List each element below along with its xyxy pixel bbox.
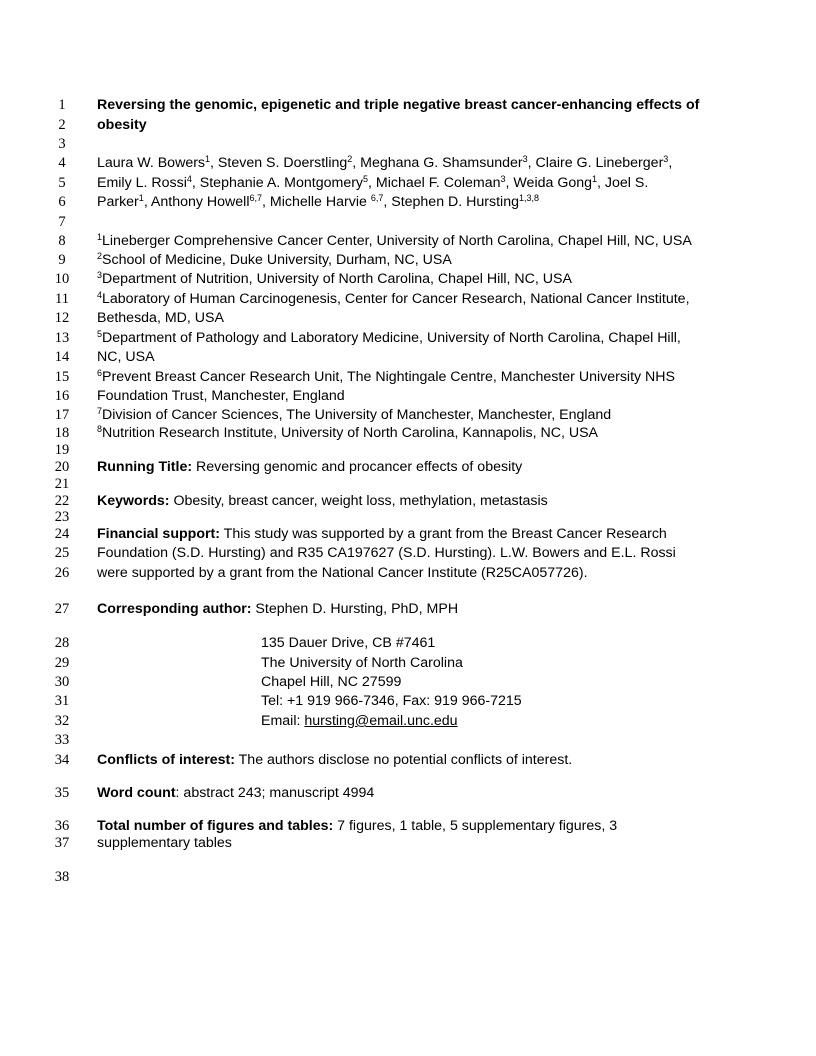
line-number: 4 <box>58 155 66 171</box>
author-line-1: Laura W. Bowers$^1$, Steven S. Doerstling$^2$, Meghana G. Shamsunder$^3$, Claire G. Lineberger$^3$, <box>97 154 673 171</box>
line-number: 24 <box>54 526 70 542</box>
address-line-3: Chapel Hill, NC 27599 <box>261 674 402 690</box>
address-line-2: The University of North Carolina <box>261 655 463 671</box>
line-number: 23 <box>54 509 70 525</box>
affiliation-7: $^7$Division of Cancer Sciences, The University of Manchester, Manchester, England <box>97 406 612 423</box>
line-number: 21 <box>54 476 70 492</box>
affiliation-3: $^3$Department of Nutrition, University of North Carolina, Chapel Hill, NC, USA <box>97 270 572 287</box>
line-number: 38 <box>54 869 70 885</box>
line-number: 15 <box>54 369 70 385</box>
affiliation-5-cont: NC, USA <box>97 349 155 365</box>
affiliation-2: $^2$School of Medicine, Duke University, Durham, NC, USA <box>97 251 452 268</box>
line-number: 18 <box>54 425 70 441</box>
financial-support-line-1: Financial support: This study was supported by a grant from the Breast Cancer Research <box>97 526 667 542</box>
line-number: 19 <box>54 442 70 458</box>
line-number: 30 <box>54 674 70 690</box>
figures-tables-line-2: supplementary tables <box>97 835 232 851</box>
line-number: 11 <box>55 291 69 307</box>
line-number: 9 <box>58 252 66 268</box>
affiliation-5: $^5$Department of Pathology and Laboratory Medicine, University of North Carolina, Chapel Hill, <box>97 329 681 346</box>
line-number: 12 <box>54 310 70 326</box>
line-number: 1 <box>58 97 66 113</box>
affiliation-6-cont: Foundation Trust, Manchester, England <box>97 388 345 404</box>
line-number: 36 <box>54 818 70 834</box>
line-number: 14 <box>54 349 70 365</box>
author-line-3: Parker$^1$, Anthony Howell$^{6,7}$, Michelle Harvie $^{6,7}$, Stephen D. Hursting$^{1,3,8}$ <box>97 193 540 210</box>
line-number: 17 <box>54 407 70 423</box>
line-number: 32 <box>54 713 70 729</box>
email-link[interactable]: hursting@email.unc.edu <box>304 713 458 729</box>
line-number: 25 <box>54 545 70 561</box>
line-number: 8 <box>58 233 66 249</box>
line-number: 3 <box>58 136 66 152</box>
word-count: Word count: abstract 243; manuscript 4994 <box>97 785 375 801</box>
line-number: 35 <box>54 785 70 801</box>
line-number: 31 <box>54 693 70 709</box>
line-number: 2 <box>58 117 66 133</box>
running-title: Running Title: Reversing genomic and procancer effects of obesity <box>97 459 523 475</box>
affiliation-6: $^6$Prevent Breast Cancer Research Unit, The Nightingale Centre, Manchester University NHS <box>97 368 676 385</box>
line-number: 22 <box>54 493 70 509</box>
line-number: 27 <box>54 601 70 617</box>
line-number: 13 <box>54 330 70 346</box>
line-number: 28 <box>54 635 70 651</box>
line-number: 20 <box>54 459 70 475</box>
figures-tables-line-1: Total number of figures and tables: 7 figures, 1 table, 5 supplementary figures, 3 <box>97 818 618 834</box>
email-line: Email: hursting@email.unc.edu <box>261 713 458 729</box>
financial-support-line-3: were supported by a grant from the National Cancer Institute (R25CA057726). <box>97 565 588 581</box>
line-number: 29 <box>54 655 70 671</box>
affiliation-8: $^8$Nutrition Research Institute, University of North Carolina, Kannapolis, NC, USA <box>97 424 598 441</box>
corresponding-author: Corresponding author: Stephen D. Hursting, PhD, MPH <box>97 601 459 617</box>
line-number: 16 <box>54 388 70 404</box>
line-number: 6 <box>58 194 66 210</box>
financial-support-line-2: Foundation (S.D. Hursting) and R35 CA197627 (S.D. Hursting). L.W. Bowers and E.L. Rossi <box>97 545 676 561</box>
line-number: 33 <box>54 732 70 748</box>
keywords: Keywords: Obesity, breast cancer, weight loss, methylation, metastasis <box>97 493 548 509</box>
line-number: 5 <box>58 175 66 191</box>
conflicts-of-interest: Conflicts of interest: The authors disclose no potential conflicts of interest. <box>97 752 573 768</box>
line-number: 37 <box>54 835 70 851</box>
affiliation-1: $^1$Lineberger Comprehensive Cancer Center, University of North Carolina, Chapel Hill, NC, USA <box>97 232 692 249</box>
line-number: 10 <box>54 271 70 287</box>
paper-title-line-2: obesity <box>97 117 147 133</box>
affiliation-4: $^4$Laboratory of Human Carcinogenesis, Center for Cancer Research, National Cancer Institute, <box>97 290 690 307</box>
phone-fax: Tel: +1 919 966-7346, Fax: 919 966-7215 <box>261 693 522 709</box>
affiliation-4-cont: Bethesda, MD, USA <box>97 310 224 326</box>
author-line-2: Emily L. Rossi$^4$, Stephanie A. Montgomery$^5$, Michael F. Coleman$^3$, Weida Gong$^1$, Joel S. <box>97 174 649 191</box>
line-number: 26 <box>54 565 70 581</box>
line-number: 34 <box>54 752 70 768</box>
address-line-1: 135 Dauer Drive, CB #7461 <box>261 635 436 651</box>
line-number: 7 <box>58 214 66 230</box>
paper-title-line-1: Reversing the genomic, epigenetic and triple negative breast cancer-enhancing effects of <box>97 97 700 113</box>
